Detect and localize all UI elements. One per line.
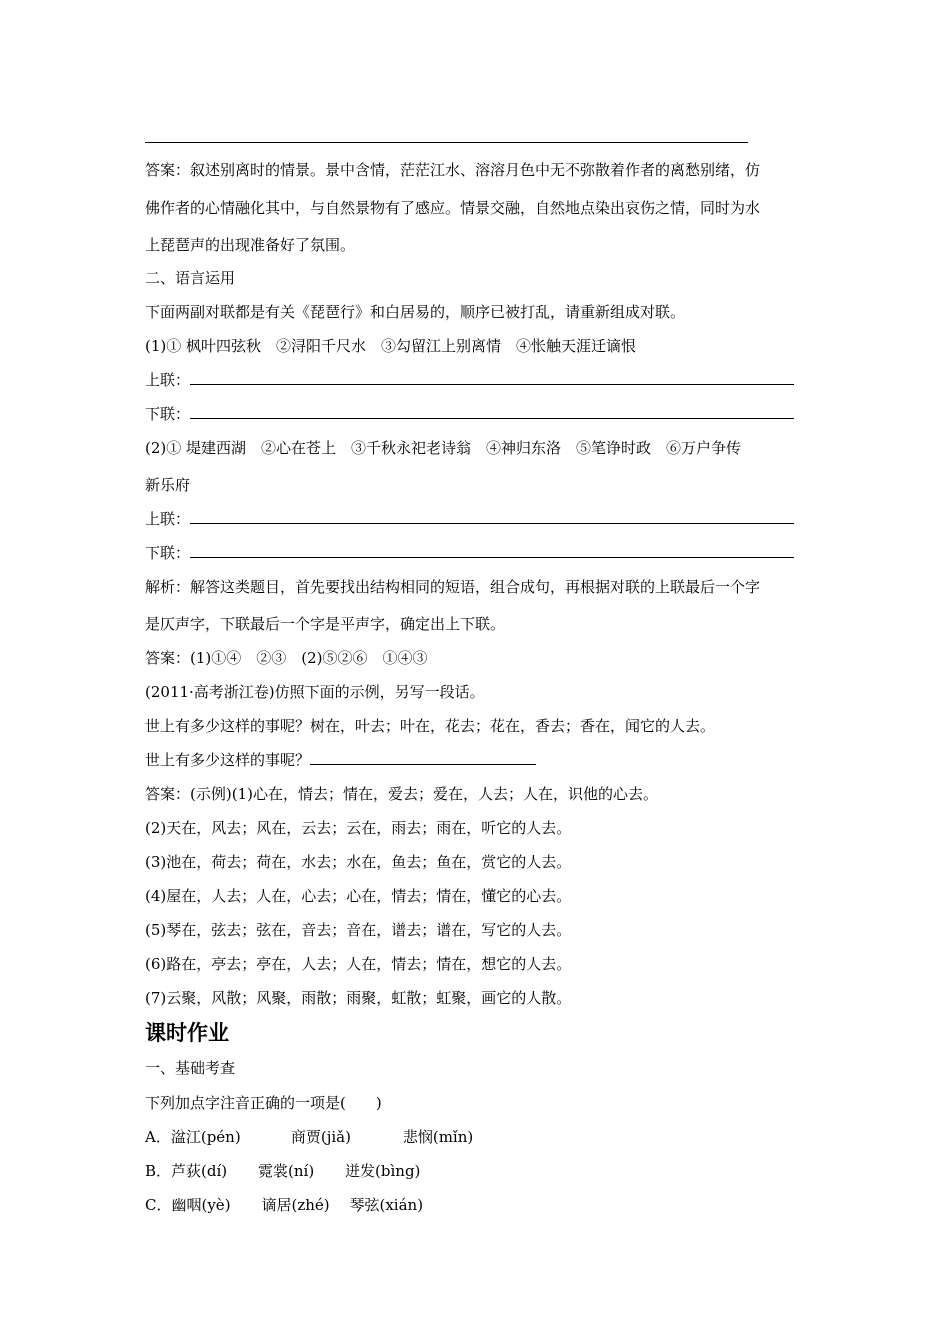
- q1-lower-row: [145, 404, 794, 424]
- section-heading-language-use: 二、语言运用: [145, 269, 236, 287]
- pinyin-question: 下列加点字注音正确的一项是( ): [145, 1094, 382, 1112]
- couplet-intro: 下面两副对联都是有关《琵琶行》和白居易的，顺序已被打乱，请重新组成对联。: [145, 303, 686, 321]
- q2-lower-blank[interactable]: [190, 543, 794, 558]
- couplet-q1-items: (1)① 枫叶四弦秋 ②浔阳千尺水 ③勾留江上别离情 ④怅触天涯迁谪恨: [145, 337, 637, 355]
- upper-label: 上联：: [145, 510, 191, 528]
- q1-lower-blank[interactable]: [190, 404, 794, 419]
- section-heading-basics: 一、基础考查: [145, 1059, 236, 1077]
- option-a[interactable]: [145, 1127, 473, 1147]
- imitation-example: 世上有多少这样的事呢？树在，叶去；叶在，花去；花在，香去；香在，闻它的人去。: [145, 717, 716, 735]
- answer-line-1: 答案：叙述别离时的情景。景中含情，茫茫江水、溶溶月色中无不弥散着作者的离愁别绪，仿: [145, 161, 761, 179]
- imitation-source: (2011·高考浙江卷)仿照下面的示例，另写一段话。: [145, 683, 485, 701]
- imitation-answer-4: (4)屋在，人去；人在，心去；心在，情去；情在，懂它的心去。: [145, 887, 572, 905]
- option-item: 芦荻(dí): [171, 1162, 228, 1180]
- q2-lower-row: [145, 543, 794, 563]
- imitation-answer-2: (2)天在，风去；风在，云去；云在，雨去；雨在，听它的人去。: [145, 819, 572, 837]
- couplet-q2-items-line-2: 新乐府: [145, 476, 191, 494]
- imitation-prompt: 世上有多少这样的事呢？: [145, 751, 311, 769]
- option-item: 谪居(zhé): [261, 1196, 330, 1214]
- imitation-answer-5: (5)琴在，弦去；弦在，音去；音在，谱去；谱在，写它的人去。: [145, 921, 572, 939]
- option-item: 湓江(pén): [170, 1128, 241, 1146]
- q1-upper-row: [145, 370, 794, 390]
- q2-upper-blank[interactable]: [190, 509, 794, 524]
- analysis-line-2: 是仄声字，下联最后一个字是平声字，确定出上下联。: [145, 615, 506, 633]
- option-item: 商贾(jiǎ): [290, 1128, 351, 1146]
- option-item: 悲悯(mǐn): [402, 1128, 474, 1146]
- q1-upper-blank[interactable]: [190, 370, 794, 385]
- imitation-answer-1: 答案：(示例)(1)心在，情去；情在，爱去；爱在，人去；人在，识他的心去。: [145, 785, 658, 803]
- imitation-answer-3: (3)池在，荷去；荷在，水去；水在，鱼去；鱼在，赏它的人去。: [145, 853, 572, 871]
- option-letter: C．: [145, 1196, 172, 1214]
- answer-line-2: 佛作者的心情融化其中，与自然景物有了感应。情景交融，自然地点染出哀伤之情，同时为水: [145, 199, 761, 217]
- imitation-answer-7: (7)云聚，风散；风聚，雨散；雨聚，虹散；虹聚，画它的人散。: [145, 989, 572, 1007]
- lower-label: 下联：: [145, 405, 191, 423]
- homework-title: 课时作业: [145, 1020, 229, 1045]
- imitation-prompt-row: [145, 750, 536, 770]
- q2-upper-row: [145, 509, 794, 529]
- option-item: 幽咽(yè): [171, 1196, 231, 1214]
- upper-label: 上联：: [145, 371, 191, 389]
- option-letter: B．: [145, 1162, 172, 1180]
- couplet-answer: 答案：(1)①④ ②③ (2)⑤②⑥ ①④③: [145, 649, 428, 667]
- answer-line-3: 上琵琶声的出现准备好了氛围。: [145, 236, 356, 254]
- imitation-blank[interactable]: [310, 750, 536, 765]
- analysis-line-1: 解析：解答这类题目，首先要找出结构相同的短语，组合成句，再根据对联的上联最后一个字: [145, 578, 761, 596]
- option-letter: A．: [145, 1128, 171, 1146]
- option-c[interactable]: [145, 1195, 423, 1215]
- lower-label: 下联：: [145, 544, 191, 562]
- option-b[interactable]: [145, 1161, 420, 1181]
- imitation-answer-6: (6)路在，亭去；亭在，人去；人在，情去；情在，想它的人去。: [145, 955, 572, 973]
- answer-blank-line: [145, 142, 748, 143]
- option-item: 琴弦(xián): [349, 1196, 424, 1214]
- option-item: 迸发(bìng): [345, 1162, 421, 1180]
- couplet-q2-items-line-1: (2)① 堤建西湖 ②心在苍上 ③千秋永祀老诗翁 ④神归东洛 ⑤笔诤时政 ⑥万户争传: [145, 439, 742, 457]
- option-item: 霓裳(ní): [258, 1162, 315, 1180]
